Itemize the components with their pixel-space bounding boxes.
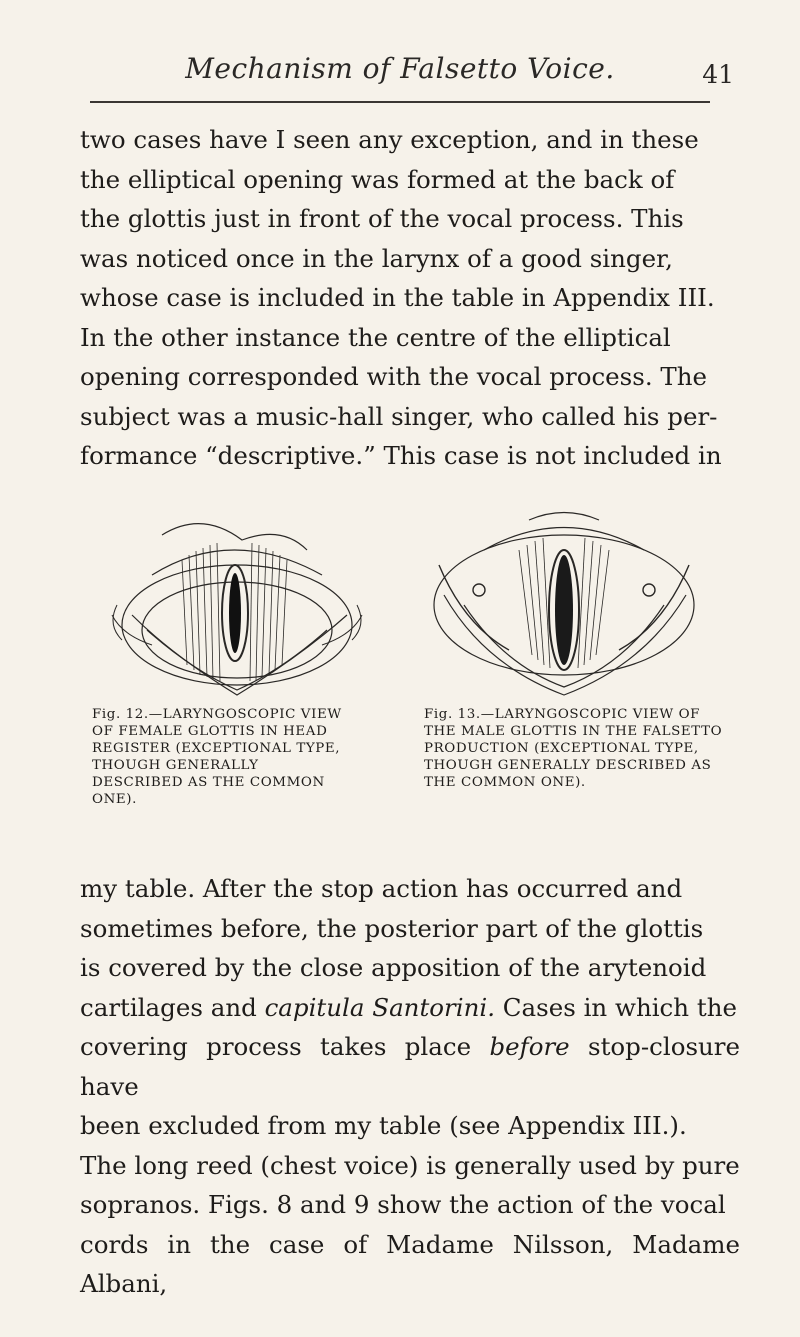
- figures-row: [92, 505, 732, 805]
- text-span: Cases in which the: [495, 992, 737, 1022]
- text-span: covering process takes place: [80, 1032, 490, 1061]
- text-line: the elliptical opening was formed at the back of: [80, 164, 675, 194]
- text-span: cartilages and: [80, 992, 265, 1022]
- text-line: The long reed (chest voice) is generally used by pure: [80, 1150, 740, 1180]
- running-title: Mechanism of Falsetto Voice.: [185, 52, 615, 85]
- female-glottis-illustration: [92, 505, 382, 700]
- figure-12-label: Fig. 12.—: [92, 707, 163, 722]
- italic-emphasis: before: [489, 1032, 570, 1061]
- paragraph-bottom: [80, 869, 740, 1304]
- text-line: sopranos. Figs. 8 and 9 show the action of the vocal: [80, 1190, 726, 1219]
- text-line: cords in the case of Madame Nilsson, Madame Albani,: [80, 1229, 740, 1298]
- figure-12-caption: [92, 706, 342, 808]
- header-rule: [90, 101, 710, 103]
- text-span: stop-closure have: [80, 1032, 741, 1101]
- text-line: is covered by the close apposition of the arytenoid: [80, 953, 707, 982]
- text-line: was noticed once in the larynx of a good singer,: [80, 243, 673, 273]
- page-header: [0, 52, 800, 102]
- text-line: been excluded from my table (see Appendix III.).: [80, 1111, 687, 1140]
- text-line: [80, 1027, 740, 1106]
- text-line: In the other instance the centre of the elliptical: [80, 322, 671, 352]
- text-line: whose case is included in the table in Appendix III.: [80, 283, 715, 312]
- paragraph-top: [80, 120, 740, 476]
- text-line: opening corresponded with the vocal process. The: [80, 362, 708, 391]
- text-line: [80, 988, 740, 1028]
- figure-13-caption-text: LARYNGOSCOPIC VIEW OF THE MALE GLOTTIS IN THE FALSETTO PRODUCTION (EXCEPTIONAL TYPE, THOUGH GENERALLY DESCRIBED AS THE COMMON ONE).: [424, 707, 723, 790]
- page-number: 41: [702, 60, 734, 89]
- male-glottis-illustration: [424, 505, 704, 700]
- text-line: sometimes before, the posterior part of the glottis: [80, 913, 704, 943]
- figure-13-label: Fig. 13.—: [424, 707, 495, 722]
- text-line: my table. After the stop action has occurred and: [80, 874, 683, 903]
- figure-12: [92, 505, 392, 808]
- text-line: formance “descriptive.” This case is not included in: [80, 441, 722, 470]
- text-line: two cases have I seen any exception, and in these: [80, 125, 699, 154]
- text-line: subject was a music-hall singer, who called his per-: [80, 401, 718, 431]
- figure-13-caption: [424, 706, 734, 791]
- figure-12-caption-text: LARYNGOSCOPIC VIEW OF FEMALE GLOTTIS IN HEAD REGISTER (EXCEPTIONAL TYPE, THOUGH GENERALLY DESCRIBED AS THE COMMON ONE).: [92, 707, 342, 807]
- text-line: the glottis just in front of the vocal process. This: [80, 204, 684, 233]
- figure-13: [424, 505, 744, 791]
- italic-term: capitula Santorini.: [264, 992, 495, 1022]
